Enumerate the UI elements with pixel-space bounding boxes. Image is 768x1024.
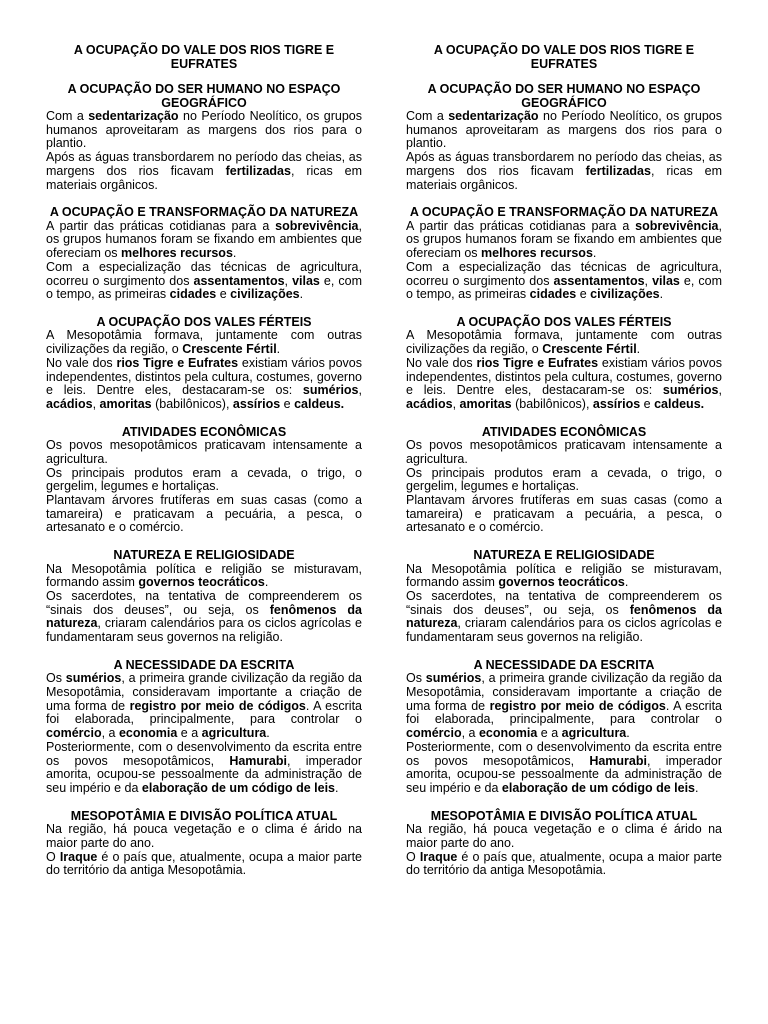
section-heading: NATUREZA E RELIGIOSIDADE <box>473 548 655 563</box>
section-heading: ATIVIDADES ECONÔMICAS <box>481 424 647 439</box>
section-list <box>46 83 362 878</box>
bold-text: acádios <box>406 396 453 411</box>
text-run: Com a especialização das técnicas de agricultura, ocorreu o surgimento dos <box>406 259 722 288</box>
section-heading: NATUREZA E RELIGIOSIDADE <box>113 548 295 563</box>
paragraph <box>46 563 362 590</box>
bold-text: assentamentos <box>193 273 285 288</box>
text-run: Com a especialização das técnicas de agricultura, ocorreu o surgimento dos <box>46 259 362 288</box>
bold-text: sumérios <box>302 383 359 398</box>
text-run: , <box>644 273 653 288</box>
paragraph <box>46 439 362 466</box>
bold-text: vilas <box>652 273 680 288</box>
bold-text: Iraque <box>419 849 458 864</box>
paragraph <box>406 563 722 590</box>
text-run: , os grupos humanos foram se fixando em ambientes que ofereciam os <box>406 218 722 261</box>
text-run: , os grupos humanos foram se fixando em ambientes que ofereciam os <box>46 218 362 261</box>
paragraph <box>406 590 722 645</box>
text-run: Os povos mesopotâmicos praticavam intensamente a agricultura. <box>406 438 722 466</box>
text-run: Os principais produtos eram a cevada, o trigo, o gergelim, legumes e hortaliças. <box>406 465 722 494</box>
paragraph <box>46 590 362 645</box>
text-run: Os sacerdotes, na tentativa de compreenderem os “sinais dos deuses”, ou seja, os <box>406 588 722 617</box>
section <box>406 83 722 192</box>
text-run: . <box>636 342 641 357</box>
bold-text: fertilizadas <box>225 163 291 178</box>
bold-text: Crescente Fértil <box>182 342 277 357</box>
text-run: e, com o tempo, as primeiras <box>46 273 363 302</box>
bold-text: Iraque <box>59 849 98 864</box>
text-run: , a <box>461 726 479 741</box>
text-run: , a primeira grande civilização da região da Mesopotâmia, consideravam importante a criação de uma forma de <box>406 671 722 713</box>
text-run: Os povos mesopotâmicos praticavam intensamente a agricultura. <box>46 438 362 466</box>
text-run: . <box>276 342 281 357</box>
paragraph <box>46 110 362 151</box>
paragraph <box>46 329 362 356</box>
bold-text: Crescente Fértil <box>542 342 637 357</box>
paragraph <box>46 357 362 412</box>
bold-text: rios Tigre e Eufrates <box>116 355 239 370</box>
paragraph <box>406 672 722 741</box>
text-run: Os <box>406 671 426 686</box>
paragraph <box>406 220 722 261</box>
text-run: é o país que, atualmente, ocupa a maior parte do território da antiga Mesopotâmia. <box>406 849 722 878</box>
bold-text: agricultura <box>561 726 627 741</box>
bold-text: sedentarização <box>88 109 179 123</box>
section <box>406 426 722 535</box>
bold-text: governos teocráticos <box>138 575 265 590</box>
text-run: (babilônicos), <box>151 396 233 411</box>
section <box>46 549 362 645</box>
bold-text: fenômenos da natureza <box>46 602 362 631</box>
section <box>406 659 722 796</box>
section-heading: A OCUPAÇÃO DOS VALES FÉRTEIS <box>96 314 312 329</box>
text-run: Na Mesopotâmia política e religião se misturavam, formando assim <box>46 561 362 590</box>
text-run: No vale dos <box>46 355 117 370</box>
bold-text: sumérios <box>662 383 719 398</box>
text-run: existiam vários povos independentes, distintos pela cultura, costumes, governo e leis. Dentre eles, destacaram-se os: <box>46 355 363 398</box>
text-run: Na região, há pouca vegetação e o clima é árido na maior parte do ano. <box>46 822 362 850</box>
bold-text: melhores recursos <box>481 246 593 261</box>
text-run: , a primeira grande civilização da região da Mesopotâmia, consideravam importante a criação de uma forma de <box>46 671 362 713</box>
section <box>406 206 722 302</box>
text-run: , <box>284 273 293 288</box>
document-title: A OCUPAÇÃO DO VALE DOS RIOS TIGRE E EUFRATES <box>433 43 695 71</box>
text-run: . A escrita foi elaborada, principalmente, para controlar o <box>46 698 362 727</box>
paragraph <box>46 823 362 850</box>
text-run: . <box>299 287 304 302</box>
bold-text: sumérios <box>65 671 122 686</box>
paragraph <box>406 110 722 151</box>
text-run: . <box>266 726 270 741</box>
text-run: . <box>335 780 339 795</box>
text-run: Após as águas transbordarem no período das cheias, as margens dos rios ficavam <box>406 150 722 178</box>
bold-text: registro por meio de códigos <box>489 698 666 713</box>
section-list <box>406 83 722 878</box>
paragraph <box>46 851 362 878</box>
text-run: A partir das práticas cotidianas para a <box>46 218 276 233</box>
bold-text: amoritas <box>99 396 152 411</box>
text-run: , <box>358 383 362 398</box>
text-run: Posteriormente, com o desenvolvimento da escrita entre os povos mesopotâmicos, <box>406 739 722 768</box>
left-column <box>46 40 362 892</box>
text-run: , <box>452 396 460 411</box>
text-run: é o país que, atualmente, ocupa a maior parte do território da antiga Mesopotâmia. <box>46 849 362 878</box>
text-run: Os sacerdotes, na tentativa de compreenderem os “sinais dos deuses”, ou seja, os <box>46 588 362 617</box>
bold-text: assentamentos <box>553 273 645 288</box>
section <box>406 316 722 412</box>
bold-text: economia <box>478 726 538 741</box>
bold-text: governos teocráticos <box>498 575 625 590</box>
paragraph <box>406 851 722 878</box>
section <box>46 83 362 192</box>
section-heading: A OCUPAÇÃO E TRANSFORMAÇÃO DA NATUREZA <box>49 205 359 220</box>
bold-text: sumérios <box>425 671 482 686</box>
bold-text: caldeus. <box>294 396 345 411</box>
bold-text: economia <box>118 726 178 741</box>
text-run: no Período Neolítico, os grupos humanos aproveitaram as margens dos rios para o plantio. <box>406 109 722 151</box>
text-run: Plantavam árvores frutíferas em suas casas (como a tamareira) e praticavam a pecuária, a pesca, o artesanato e o comércio. <box>46 492 362 535</box>
text-run: O <box>406 849 420 864</box>
text-run: . A escrita foi elaborada, principalmente, para controlar o <box>406 698 722 727</box>
bold-text: cidades <box>529 287 577 302</box>
section <box>46 316 362 412</box>
paragraph <box>46 741 362 796</box>
bold-text: rios Tigre e Eufrates <box>476 355 599 370</box>
section <box>406 810 722 878</box>
bold-text: Hamurabi <box>589 753 647 768</box>
text-run: , a <box>101 726 119 741</box>
text-run: , <box>718 383 722 398</box>
bold-text: agricultura <box>201 726 267 741</box>
bold-text: fertilizadas <box>585 163 651 178</box>
bold-text: caldeus. <box>654 396 705 411</box>
bold-text: vilas <box>292 273 320 288</box>
bold-text: sobrevivência <box>275 218 359 233</box>
text-run: Na Mesopotâmia política e religião se misturavam, formando assim <box>406 561 722 590</box>
text-run: Com a <box>406 109 449 123</box>
text-run: , ricas em materiais orgânicos. <box>46 163 362 192</box>
text-run: . <box>624 575 629 590</box>
text-run: . <box>232 246 237 261</box>
bold-text: comércio <box>406 726 462 741</box>
text-run: Os principais produtos eram a cevada, o trigo, o gergelim, legumes e hortaliças. <box>46 465 362 494</box>
bold-text: acádios <box>46 396 93 411</box>
paragraph <box>406 329 722 356</box>
text-run: . <box>592 246 597 261</box>
text-run: Na região, há pouca vegetação e o clima é árido na maior parte do ano. <box>406 822 722 850</box>
text-run: Os <box>46 671 66 686</box>
text-run: e a <box>537 726 562 741</box>
bold-text: elaboração de um código de leis <box>141 780 335 795</box>
bold-text: elaboração de um código de leis <box>501 780 695 795</box>
text-run: No vale dos <box>406 355 477 370</box>
paragraph <box>46 467 362 494</box>
section-heading: A NECESSIDADE DA ESCRITA <box>113 657 295 672</box>
paragraph <box>406 823 722 850</box>
text-run: no Período Neolítico, os grupos humanos aproveitaram as margens dos rios para o plantio. <box>46 109 362 151</box>
bold-text: civilizações <box>590 287 660 302</box>
section <box>46 659 362 796</box>
bold-text: registro por meio de códigos <box>129 698 306 713</box>
bold-text: sobrevivência <box>635 218 719 233</box>
bold-text: Hamurabi <box>229 753 287 768</box>
section-heading: A OCUPAÇÃO DOS VALES FÉRTEIS <box>456 314 672 329</box>
section-heading: MESOPOTÂMIA E DIVISÃO POLÍTICA ATUAL <box>70 808 338 823</box>
paragraph <box>406 151 722 192</box>
text-run: Após as águas transbordarem no período das cheias, as margens dos rios ficavam <box>46 150 362 178</box>
text-run: A partir das práticas cotidianas para a <box>406 218 636 233</box>
paragraph <box>46 672 362 741</box>
section-heading: MESOPOTÂMIA E DIVISÃO POLÍTICA ATUAL <box>430 808 698 823</box>
section-heading: A OCUPAÇÃO E TRANSFORMAÇÃO DA NATUREZA <box>409 205 719 220</box>
section <box>46 810 362 878</box>
text-run: Com a <box>46 109 89 123</box>
text-run: , criaram calendários para os ciclos agrícolas e fundamentaram seus governos na religião. <box>46 616 362 645</box>
bold-text: fenômenos da natureza <box>406 602 722 631</box>
paragraph <box>46 220 362 261</box>
paragraph <box>46 261 362 302</box>
bold-text: cidades <box>169 287 217 302</box>
text-run: O <box>46 849 60 864</box>
text-run: , imperador amorita, ocupou-se pessoalmente da administração de seu império e da <box>46 753 362 795</box>
section <box>46 426 362 535</box>
text-run: , <box>92 396 100 411</box>
paragraph <box>46 151 362 192</box>
text-run: Plantavam árvores frutíferas em suas casas (como a tamareira) e praticavam a pecuária, a pesca, o artesanato e o comércio. <box>406 492 722 535</box>
text-run: (babilônicos), <box>511 396 593 411</box>
text-run: . <box>659 287 664 302</box>
section-heading: A OCUPAÇÃO DO SER HUMANO NO ESPAÇO GEOGRÁFICO <box>427 82 701 110</box>
text-run: Posteriormente, com o desenvolvimento da escrita entre os povos mesopotâmicos, <box>46 739 362 768</box>
document-title: A OCUPAÇÃO DO VALE DOS RIOS TIGRE E EUFRATES <box>73 43 335 71</box>
text-run: , ricas em materiais orgânicos. <box>406 163 722 192</box>
section <box>46 206 362 302</box>
text-run: e a <box>177 726 202 741</box>
paragraph <box>406 357 722 412</box>
section <box>406 549 722 645</box>
text-run: A Mesopotâmia formava, juntamente com outras civilizações da região, o <box>406 328 722 357</box>
paragraph <box>406 261 722 302</box>
paragraph <box>46 494 362 535</box>
paragraph <box>406 439 722 466</box>
bold-text: comércio <box>46 726 102 741</box>
right-column <box>406 40 722 892</box>
text-run: e <box>640 396 655 411</box>
paragraph <box>406 467 722 494</box>
text-run: existiam vários povos independentes, distintos pela cultura, costumes, governo e leis. Dentre eles, destacaram-se os: <box>406 355 723 398</box>
text-run: . <box>695 780 699 795</box>
text-run: e <box>216 287 231 302</box>
text-run: . <box>626 726 630 741</box>
text-run: . <box>264 575 269 590</box>
bold-text: assírios <box>592 396 641 411</box>
bold-text: civilizações <box>230 287 300 302</box>
text-run: , criaram calendários para os ciclos agrícolas e fundamentaram seus governos na religião. <box>406 616 722 645</box>
text-run: , imperador amorita, ocupou-se pessoalmente da administração de seu império e da <box>406 753 722 795</box>
text-run: A Mesopotâmia formava, juntamente com outras civilizações da região, o <box>46 328 362 357</box>
bold-text: melhores recursos <box>121 246 233 261</box>
paragraph <box>406 741 722 796</box>
paragraph <box>406 494 722 535</box>
section-heading: ATIVIDADES ECONÔMICAS <box>121 424 287 439</box>
text-run: e, com o tempo, as primeiras <box>406 273 723 302</box>
text-run: e <box>576 287 591 302</box>
text-run: e <box>280 396 295 411</box>
section-heading: A OCUPAÇÃO DO SER HUMANO NO ESPAÇO GEOGRÁFICO <box>67 82 341 110</box>
section-heading: A NECESSIDADE DA ESCRITA <box>473 657 655 672</box>
bold-text: amoritas <box>459 396 512 411</box>
bold-text: sedentarização <box>448 109 539 123</box>
bold-text: assírios <box>232 396 281 411</box>
